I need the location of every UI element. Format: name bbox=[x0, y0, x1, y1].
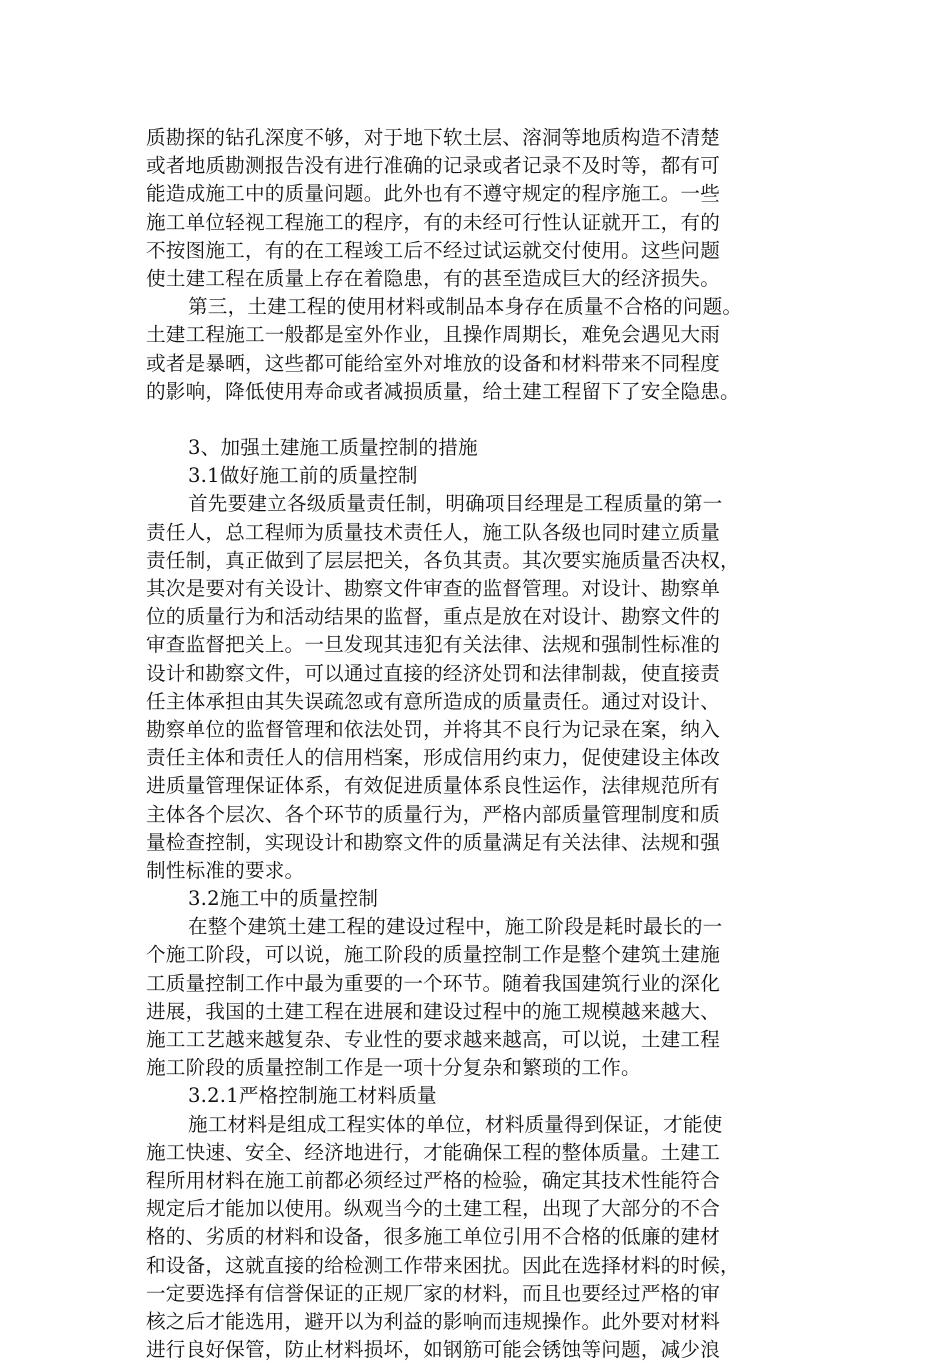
text-line: 使土建工程在质量上存在着隐患，有的甚至造成巨大的经济损失。 bbox=[146, 266, 721, 290]
text-line: 或者是暴晒，这些都可能给室外对堆放的设备和材料带来不同程度 bbox=[146, 351, 721, 375]
text-line: 施工快速、安全、经济地进行，才能确保工程的整体质量。土建工 bbox=[146, 1140, 721, 1164]
text-line: 勘察单位的监督管理和依法处罚，并将其不良行为记录在案，纳入 bbox=[146, 717, 721, 741]
section-heading-3-1: 3.1做好施工前的质量控制 bbox=[188, 464, 418, 488]
text-line: 格的、劣质的材料和设备，很多施工单位引用不合格的低廉的建材 bbox=[146, 1225, 721, 1249]
paragraph-pre-construction-control bbox=[146, 490, 806, 885]
paragraph-materials-problem bbox=[146, 293, 806, 406]
paragraph-continued-geology bbox=[146, 124, 806, 293]
document-body bbox=[146, 124, 806, 1364]
section-heading-3: 3、加强土建施工质量控制的措施 bbox=[188, 436, 478, 460]
text-line: 规定后才能加以使用。纵观当今的土建工程，出现了大部分的不合 bbox=[146, 1197, 721, 1221]
text-line: 能造成施工中的质量问题。此外也有不遵守规定的程序施工。一些 bbox=[146, 182, 721, 206]
section-heading-3-2: 3.2施工中的质量控制 bbox=[188, 887, 379, 911]
text-line: 一定要选择有信誉保证的正规厂家的材料，而且也要经过严格的审 bbox=[146, 1281, 721, 1305]
text-line: 质勘探的钻孔深度不够，对于地下软土层、溶洞等地质构造不清楚 bbox=[146, 126, 721, 149]
text-line: 个施工阶段，可以说，施工阶段的质量控制工作是整个建筑土建施 bbox=[146, 943, 721, 967]
text-line: 施工阶段的质量控制工作是一项十分复杂和繁琐的工作。 bbox=[146, 1056, 641, 1080]
text-line: 责任制，真正做到了层层把关，各负其责。其次要实施质量否决权， bbox=[146, 548, 740, 572]
text-line: 量检查控制，实现设计和勘察文件的质量满足有关法律、法规和强 bbox=[146, 830, 721, 854]
text-line: 审查监督把关上。一旦发现其违犯有关法律、法规和强制性标准的 bbox=[146, 633, 721, 657]
text-line: 和设备，这就直接的给检测工作带来困扰。因此在选择材料的时候， bbox=[146, 1253, 740, 1277]
text-line: 位的质量行为和活动结果的监督，重点是放在对设计、勘察文件的 bbox=[146, 605, 721, 629]
text-line: 施工单位轻视工程施工的程序，有的未经可行性认证就开工，有的 bbox=[146, 210, 721, 234]
text-line: 或者地质勘测报告没有进行准确的记录或者记录不及时等，都有可 bbox=[146, 154, 721, 178]
text-line: 首先要建立各级质量责任制，明确项目经理是工程质量的第一 bbox=[188, 492, 723, 516]
text-line: 核之后才能选用，避开以为利益的影响而违规操作。此外要对材料 bbox=[146, 1309, 721, 1333]
text-line: 设计和勘察文件，可以通过直接的经济处罚和法律制裁，使直接责 bbox=[146, 661, 721, 685]
text-line: 其次是要对有关设计、勘察文件审查的监督管理。对设计、勘察单 bbox=[146, 577, 721, 600]
section-heading-3-2-1: 3.2.1严格控制施工材料质量 bbox=[188, 1084, 437, 1108]
paragraph-material-quality bbox=[146, 1111, 806, 1364]
text-line: 不按图施工，有的在工程竣工后不经过试运就交付使用。这些问题 bbox=[146, 238, 721, 262]
text-line: 制性标准的要求。 bbox=[146, 858, 305, 882]
text-line: 第三，土建工程的使用材料或制品本身存在质量不合格的问题。 bbox=[188, 295, 743, 319]
text-line: 土建工程施工一般都是室外作业，且操作周期长，难免会遇见大雨 bbox=[146, 323, 721, 347]
text-line: 在整个建筑土建工程的建设过程中，施工阶段是耗时最长的一 bbox=[188, 915, 723, 939]
paragraph-construction-stage bbox=[146, 913, 806, 1082]
text-line: 进展，我国的土建工程在进展和建设过程中的施工规模越来越大、 bbox=[146, 999, 721, 1023]
text-line: 程所用材料在施工前都必须经过严格的检验，确定其技术性能符合 bbox=[146, 1168, 721, 1192]
blank-line bbox=[146, 406, 806, 434]
text-line: 任主体承担由其失误疏忽或有意所造成的质量责任。通过对设计、 bbox=[146, 689, 721, 713]
text-line: 主体各个层次、各个环节的质量行为，严格内部质量管理制度和质 bbox=[146, 802, 721, 826]
text-line: 进质量管理保证体系，有效促进质量体系良性运作，法律规范所有 bbox=[146, 774, 721, 798]
text-line: 施工材料是组成工程实体的单位，材料质量得到保证，才能使 bbox=[188, 1112, 723, 1136]
text-line: 工质量控制工作中最为重要的一个环节。随着我国建筑行业的深化 bbox=[146, 971, 721, 995]
text-line: 进行良好保管，防止材料损坏，如钢筋可能会锈蚀等问题，减少浪 bbox=[146, 1338, 721, 1362]
text-line: 施工工艺越来越复杂、专业性的要求越来越高，可以说，土建工程 bbox=[146, 1028, 721, 1051]
text-line: 的影响，降低使用寿命或者减损质量，给土建工程留下了安全隐患。 bbox=[146, 379, 740, 403]
text-line: 责任主体和责任人的信用档案，形成信用约束力，促使建设主体改 bbox=[146, 746, 721, 770]
text-line: 责任人，总工程师为质量技术责任人，施工队各级也同时建立质量 bbox=[146, 520, 721, 544]
